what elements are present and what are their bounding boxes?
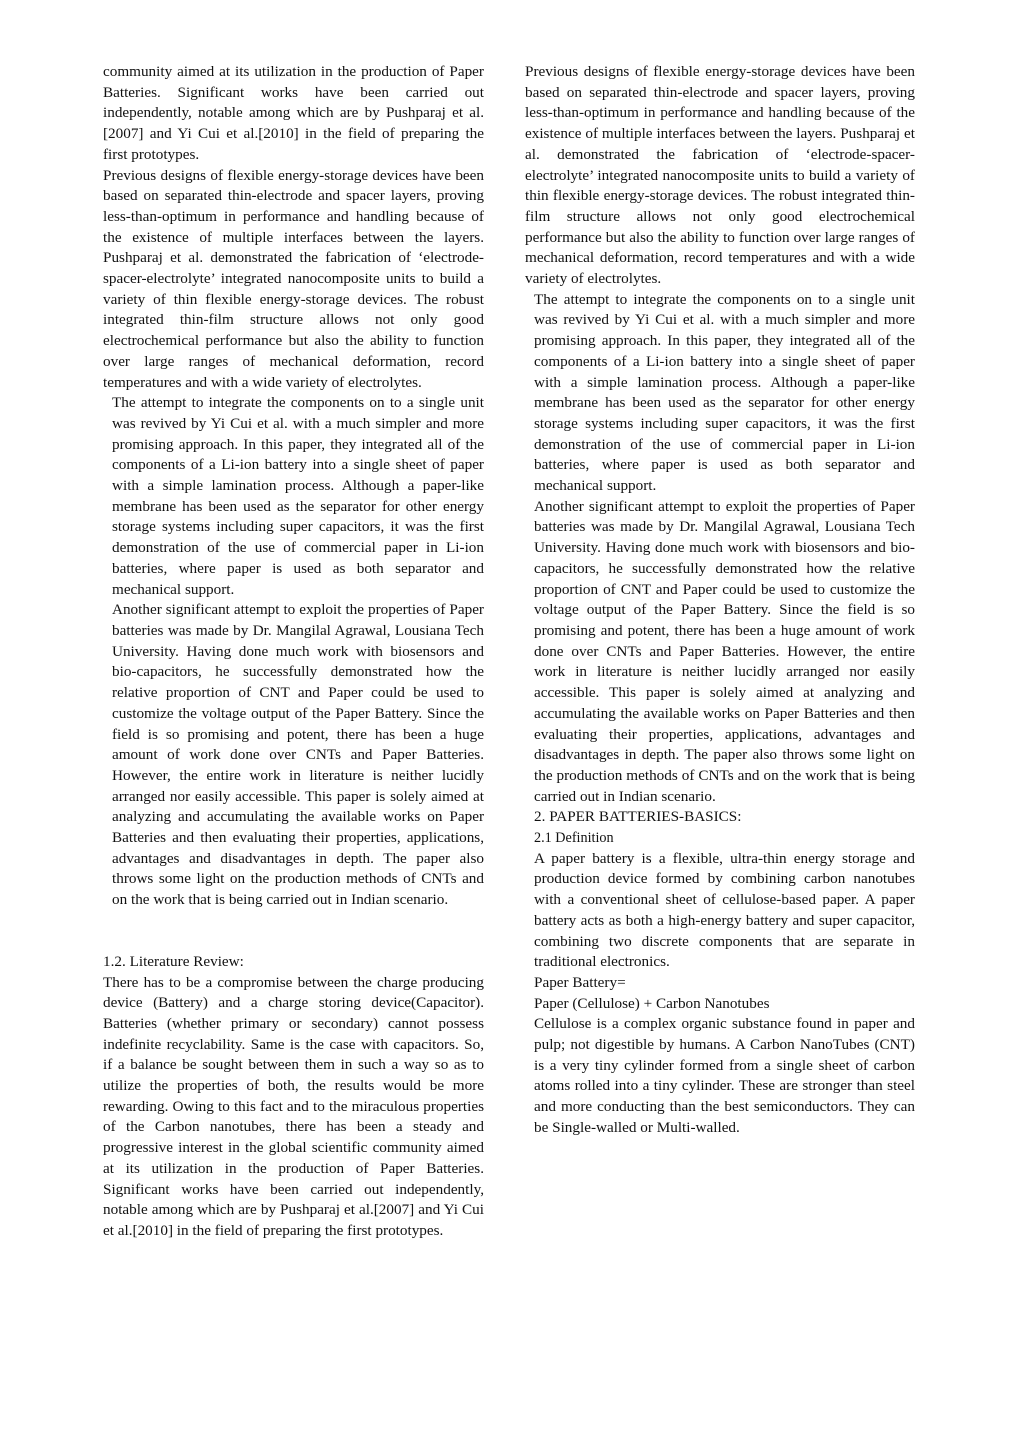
formula-line-1: Paper Battery= [534,973,626,991]
left-text-column [103,62,484,1242]
definition-subheading: 2.1 Definition [534,830,614,847]
left-paragraph-another-attempt: Another significant attempt to exploit the properties of Paper batteries was made by Dr. Mangilal Agrawal, Lousiana Tech University. Having done much work with biosensors and bio-capacitors, he successfully demonstrated how the relative proportion of CNT and Paper could be used to customize the voltage output of the Paper Battery. Since the field is so promising and potent, there has been a huge amount of work done over CNTs and Paper Batteries. However, the entire work in literature is neither lucidly arranged nor easily accessible. This paper is solely aimed at analyzing and accumulating the available works on Paper Batteries and then evaluating their properties, applications, advantages and disadvantages in depth. The paper also throws some light on the production methods of CNTs and on the work that is being carried out in Indian scenario. [112,601,484,909]
right-paragraph-cellulose: Cellulose is a complex organic substance found in paper and pulp; not digestible by humans. A Carbon NanoTubes (CNT) is a very tiny cylinder formed from a single sheet of carbon atoms rolled into a tiny cylinder. These are stronger than steel and more conducting than the best semiconductors. They can be Single-walled or Multi-walled. [534,1015,915,1136]
section-spacer [103,911,484,952]
paper-batteries-basics-heading: 2. PAPER BATTERIES-BASICS: [534,808,742,826]
left-paragraph-compromise: There has to be a compromise between the charge producing device (Battery) and a charge storing device(Capacitor). Batteries (whether primary or secondary) cannot possess indefinite recyclability. Same is the case with capacitors. So, if a balance be sought between them in such a way so as to utilize the properties of both, the results would be more rewarding. Owing to this fact and to the miraculous properties of the Carbon nanotubes, there has been a steady and progressive interest in the global scientific community aimed at its utilization in the production of Paper Batteries. Significant works have been carried out independently, notable among which are by Pushparaj et al.[2007] and Yi Cui et al.[2010] in the field of preparing the first prototypes. [103,973,484,1239]
literature-review-heading: 1.2. Literature Review: [103,952,244,970]
left-paragraph-community: community aimed at its utilization in the production of Paper Batteries. Significant works have been carried out independently, notable among which are by Pushparaj et al.[2007] and Yi Cui et al.[2010] in the field of preparing the first prototypes. [103,63,484,163]
formula-line-2: Paper (Cellulose) + Carbon Nanotubes [534,994,770,1012]
right-text-column [525,62,915,1139]
left-paragraph-previous-designs: Previous designs of flexible energy-storage devices have been based on separated thin-electrode and spacer layers, proving less-than-optimum in performance and handling because of the existence of multiple interfaces between the layers. Pushparaj et al. demonstrated the fabrication of ‘electrode-spacer-electrolyte’ integrated nanocomposite units to build a variety of thin flexible energy-storage devices. The robust integrated thin-film structure allows not only good electrochemical performance but also the ability to function over large ranges of mechanical deformation, record temperatures and with a wide variety of electrolytes. [103,166,484,391]
right-paragraph-previous-designs: Previous designs of flexible energy-storage devices have been based on separated thin-electrode and spacer layers, proving less-than-optimum in performance and handling because of the existence of multiple interfaces between the layers. Pushparaj et al. demonstrated the fabrication of ‘electrode-spacer-electrolyte’ integrated nanocomposite units to build a variety of thin flexible energy-storage devices. The robust integrated thin-film structure allows not only good electrochemical performance but also the ability to function over large ranges of mechanical deformation, record temperatures and with a wide variety of electrolytes. [525,63,915,288]
left-paragraph-attempt: The attempt to integrate the components on to a single unit was revived by Yi Cui et al. with a much simpler and more promising approach. In this paper, they integrated all of the components of a Li-ion battery into a single sheet of paper with a simple lamination process. Although a paper-like membrane has been used as the separator for other energy storage systems including super capacitors, it was the first demonstration of the use of commercial paper in Li-ion batteries, where paper is used as both separator and mechanical support. [112,394,484,598]
right-paragraph-definition: A paper battery is a flexible, ultra-thin energy storage and production device formed by combining carbon nanotubes with a conventional sheet of cellulose-based paper. A paper battery acts as both a high-energy battery and super capacitor, combining two discrete components that are separate in traditional electronics. [534,849,915,971]
right-paragraph-another-attempt: Another significant attempt to exploit the properties of Paper batteries was made by Dr. Mangilal Agrawal, Lousiana Tech University. Having done much work with biosensors and bio-capacitors, he successfully demonstrated how the relative proportion of CNT and Paper could be used to customize the voltage output of the Paper Battery. Since the field is so promising and potent, there has been a huge amount of work done over CNTs and Paper Batteries. However, the entire work in literature is neither lucidly arranged nor easily accessible. This paper is solely aimed at analyzing and accumulating the available works on Paper Batteries and then evaluating their properties, applications, advantages and disadvantages in depth. The paper also throws some light on the production methods of CNTs and on the work that is being carried out in Indian scenario. [534,497,915,805]
right-paragraph-attempt: The attempt to integrate the components on to a single unit was revived by Yi Cui et al. with a much simpler and more promising approach. In this paper, they integrated all of the components of a Li-ion battery into a single sheet of paper with a simple lamination process. Although a paper-like membrane has been used as the separator for other energy storage systems including super capacitors, it was the first demonstration of the use of commercial paper in Li-ion batteries, where paper is used as both separator and mechanical support. [534,290,915,495]
